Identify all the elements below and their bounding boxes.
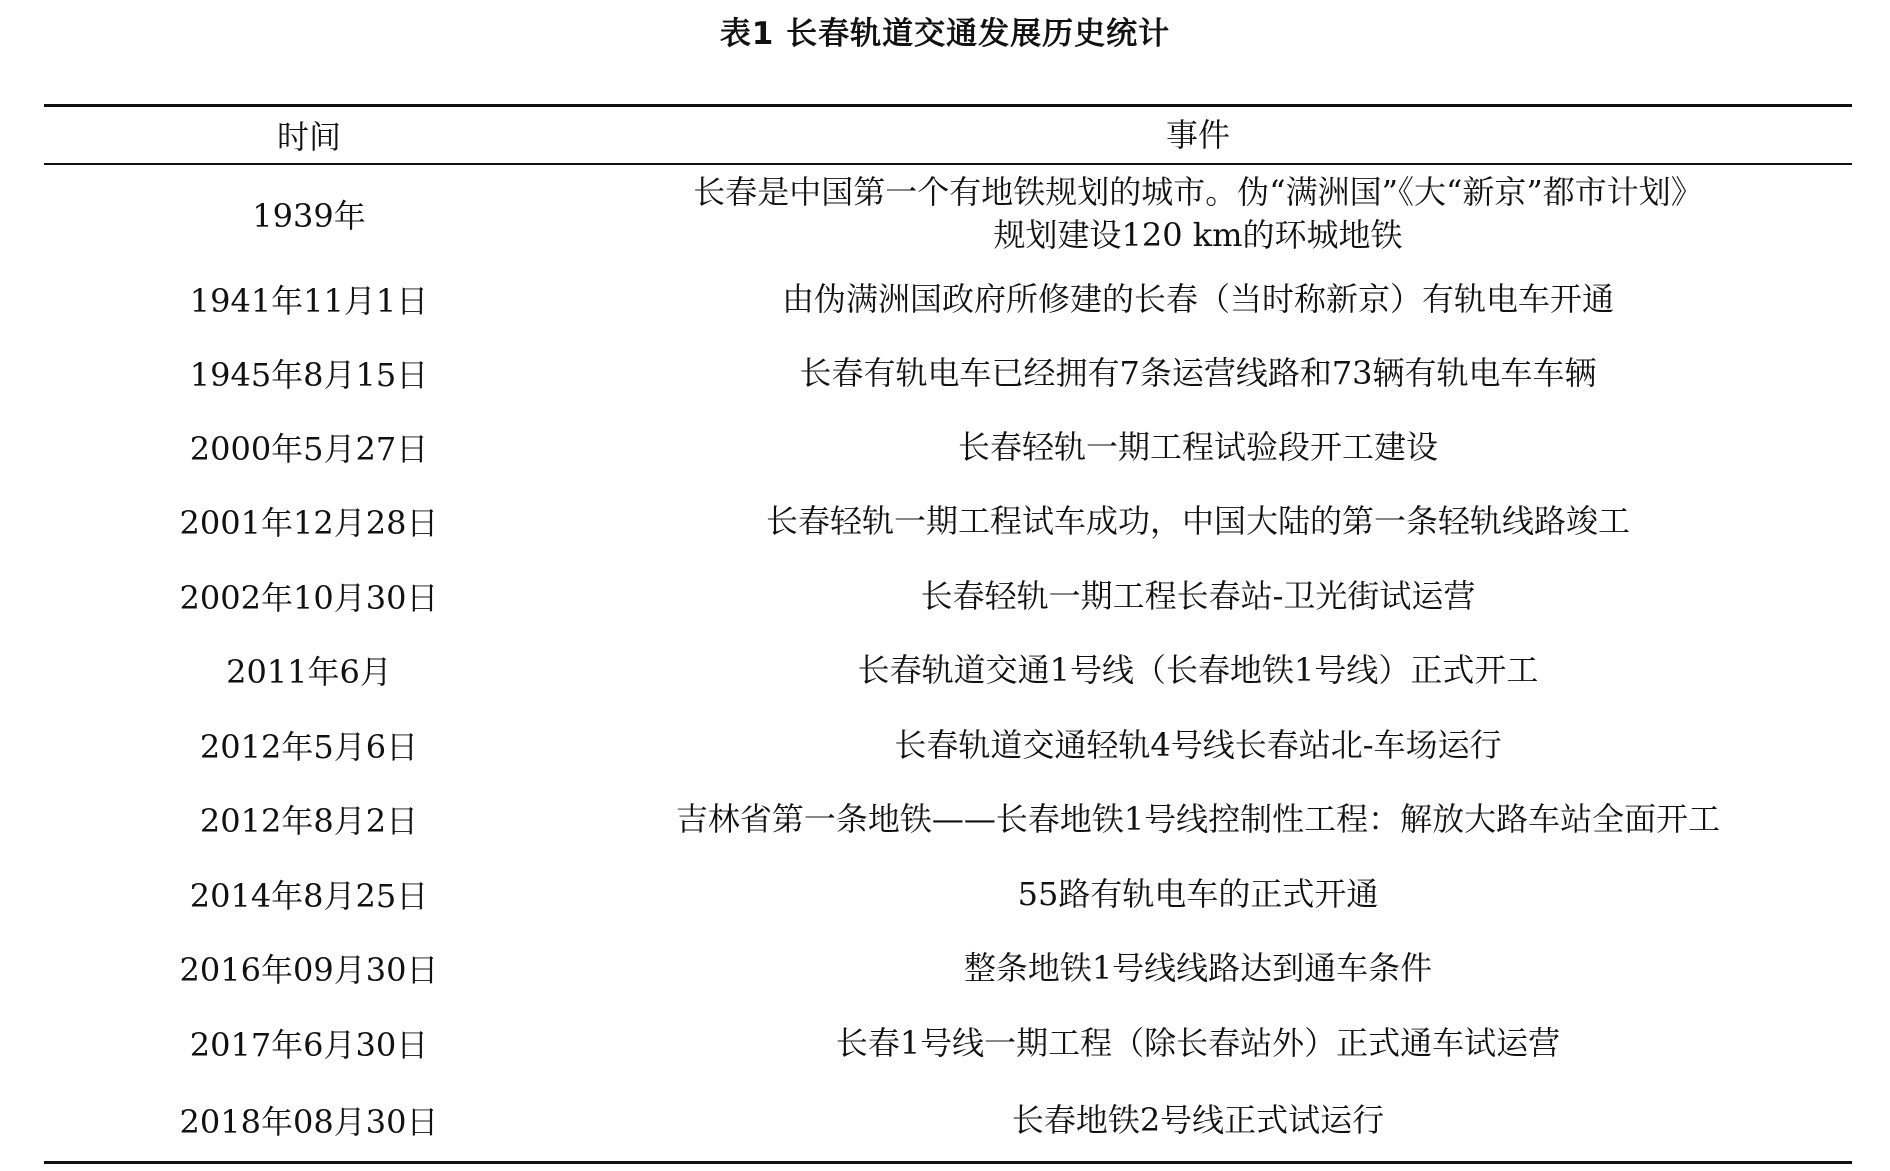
header-event: 事件 [1165, 115, 1230, 154]
table-bottom-rule [44, 1161, 1852, 1164]
table-caption: 表1 长春轨道交通发展历史统计 [719, 16, 1171, 52]
table-row [44, 262, 1852, 336]
table-row [44, 857, 1852, 931]
row-time: 2012年5月6日 [199, 728, 419, 766]
table-row [44, 1083, 1852, 1157]
row-event: 长春地铁2号线正式试运行 [1011, 1100, 1385, 1139]
row-event: 长春轻轨一期工程试验段开工建设 [957, 427, 1438, 466]
row-event: 长春轨道交通1号线（长春地铁1号线）正式开工 [857, 650, 1539, 689]
table-row [44, 410, 1852, 484]
row-event: 长春轻轨一期工程试车成功，中国大陆的第一条轻轨线路竣工 [765, 501, 1630, 540]
row-time: 2000年5月27日 [189, 430, 429, 468]
table-top-rule [44, 104, 1852, 107]
row-time: 2012年8月2日 [199, 802, 419, 840]
row-event: 整条地铁1号线线路达到通车条件 [963, 948, 1433, 987]
row-event: 长春轨道交通轻轨4号线长春站北-车场运行 [894, 725, 1502, 764]
row-event: 长春轻轨一期工程长春站-卫光街试运营 [920, 576, 1476, 615]
row-time: 2018年08月30日 [179, 1103, 439, 1141]
row-time: 1945年8月15日 [189, 356, 429, 394]
header-time: 时间 [276, 118, 341, 156]
row-event: 吉林省第一条地铁——长春地铁1号线控制性工程：解放大路车站全面开工 [675, 799, 1721, 838]
row-time: 2016年09月30日 [179, 951, 439, 989]
table-row [44, 633, 1852, 707]
table-row [44, 708, 1852, 782]
row-time: 1941年11月1日 [189, 282, 429, 320]
row-time: 2017年6月30日 [189, 1026, 429, 1064]
row-time: 2011年6月 [226, 653, 392, 691]
row-event: 长春1号线一期工程（除长春站外）正式通车试运营 [835, 1023, 1561, 1062]
row-time: 2001年12月28日 [179, 504, 439, 542]
row-event: 55路有轨电车的正式开通 [1017, 874, 1379, 913]
table-header-row [44, 108, 1852, 162]
row-time: 2014年8月25日 [189, 877, 429, 915]
row-time: 1939年 [252, 197, 366, 235]
table-row [44, 336, 1852, 410]
row-event [564, 171, 1852, 257]
table-row [44, 166, 1852, 262]
table-header-rule [44, 163, 1852, 165]
row-event-line: 长春是中国第一个有地铁规划的城市。伪“满洲国”《大“新京”都市计划》 [693, 173, 1703, 211]
row-event-line: 规划建设120 km的环城地铁 [993, 216, 1403, 254]
table-row [44, 484, 1852, 558]
table-row [44, 782, 1852, 856]
table-row [44, 1006, 1852, 1080]
table-row [44, 931, 1852, 1005]
table-row [44, 559, 1852, 633]
row-event: 长春有轨电车已经拥有7条运营线路和73辆有轨电车车辆 [799, 353, 1597, 392]
row-event: 由伪满洲国政府所修建的长春（当时称新京）有轨电车开通 [781, 279, 1614, 318]
row-time: 2002年10月30日 [179, 579, 439, 617]
